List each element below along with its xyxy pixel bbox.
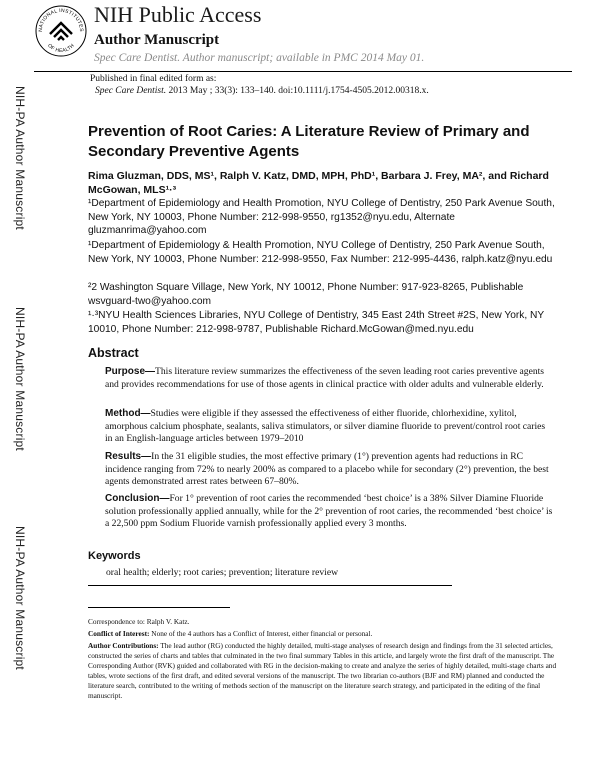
keywords-heading: Keywords (88, 550, 141, 562)
header-availability: Spec Care Dentist. Author manuscript; available in PMC 2014 May 01. (94, 52, 425, 64)
svg-text:OF HEALTH (46, 43, 76, 54)
footnote-text: The lead author (RG) conducted the highly detailed, multi-stage analyses of research design and findings from the 31 selected articles, constructed the series of charts and tables that culminated in the two final summary Tables in this article, and largely wrote the first draft of the manuscript. The Corresponding Author (RVK) guided and collaborated with RG in the decision-making to create and analyze the series of highly detailed, multi-stage charts and tables, wrote sections of the first draft, and edited several versions of the manuscript. The two librarian co-authors (BJF and RM) planned and conducted the literature search, contributed to the writing of methods section of the manuscript on the literature search strategy, and participated in the editing of the final manuscript. (88, 641, 557, 700)
section-text: In the 31 eligible studies, the most effective primary (1°) prevention agents had reductions in RC incidence ranging from 72% to nearly 200% as compared to a placebo while for secondary (2°) prevention, the best agents demonstrated arrest rates between 67–80%. (105, 451, 549, 488)
footnote-conflict (88, 629, 558, 639)
side-label-author-manuscript: NIH-PA Author Manuscript (13, 526, 27, 670)
footnote-divider (88, 607, 230, 608)
side-label-author-manuscript: NIH-PA Author Manuscript (13, 307, 27, 451)
abstract-conclusion (105, 493, 553, 531)
author-list: Rima Gluzman, DDS, MS¹, Ralph V. Katz, DMD, MPH, PhD¹, Barbara J. Frey, MA², and Richard McGowan, MLS¹·³ (88, 170, 549, 196)
journal-name: Spec Care Dentist. (95, 86, 167, 96)
logo-text-bottom: OF HEALTH (46, 42, 76, 55)
footnote-correspondence: Correspondence to: Ralph V. Katz. (88, 617, 190, 626)
abstract-purpose (105, 366, 553, 391)
section-text: This literature review summarizes the effectiveness of the seven leading root caries preventive agents and provides recommendations for use of those agents in clinical practice with older adults and vulnerable elderly. (105, 366, 545, 390)
footnote-text: None of the 4 authors has a Conflict of Interest, either financial or personal. (149, 629, 373, 638)
section-label: Method— (105, 408, 151, 419)
logo-text-top: NATIONAL INSTITUTES (37, 7, 85, 32)
section-label: Purpose— (105, 366, 156, 377)
footnote-label: Conflict of Interest: (88, 629, 150, 638)
section-text: Studies were eligible if they assessed the effectiveness of either fluoride, chlorhexidine, xylitol, amorphous calcium phosphate, sealants, saliva stimulators, or silver diamine fluoride to prevent/control root caries in an English-language articles between 1979–2010 (105, 408, 546, 445)
section-text: For 1° prevention of root caries the recommended ‘best choice’ is a 38% Silver Diamine Fluoride solution professionally applied annually, while for the 2° prevention of root caries, the recommended ‘best choice’ is a 22,500 ppm Sodium Fluoride varnish professionally applied every 3 months. (105, 493, 553, 530)
side-label-author-manuscript: NIH-PA Author Manuscript (13, 86, 27, 230)
abstract-results (105, 451, 553, 489)
publication-citation (95, 86, 429, 96)
nih-logo (34, 4, 88, 58)
keywords-divider (88, 585, 452, 586)
section-label: Conclusion— (105, 493, 170, 504)
keywords-list: oral health; elderly; root caries; prevention; literature review (106, 567, 339, 578)
header-divider (34, 71, 572, 72)
article-title: Prevention of Root Caries: A Literature Review of Primary and Secondary Preventive Agents (88, 123, 530, 160)
section-label: Results— (105, 451, 152, 462)
footnote-contributions (88, 641, 558, 701)
affiliation: ¹Department of Epidemiology and Health Promotion, NYU College of Dentistry, 250 Park Avenue South, New York, NY 10003, Phone Number: 212-998-9550, rg1352@nyu.edu, Alternate gluzmanrima@yahoo.com (88, 198, 555, 236)
publication-label: Published in final edited form as: (90, 74, 217, 84)
affiliation: ¹·³NYU Health Sciences Libraries, NYU College of Dentistry, 345 East 24th Street #2S, New York, NY 10010, Phone Number: 212-998-9787, Publishable Richard.McGowan@med.nyu.edu (88, 310, 544, 335)
abstract-heading: Abstract (88, 346, 139, 360)
eagle-icon (50, 23, 72, 40)
affiliation: ²2 Washington Square Village, New York, NY 10012, Phone Number: 917-923-8265, Publishable wsvguard-two@yahoo.com (88, 282, 524, 307)
header-subtitle: Author Manuscript (94, 32, 220, 48)
footnote-label: Author Contributions: (88, 641, 159, 650)
citation-details: 2013 May ; 33(3): 133–140. doi:10.1111/j.1754-4505.2012.00318.x. (166, 86, 429, 96)
header-title: NIH Public Access (94, 2, 262, 27)
abstract-method (105, 408, 553, 446)
affiliation: ¹Department of Epidemiology & Health Promotion, NYU College of Dentistry, 250 Park Avenue South, New York, NY 10003, Phone Number: 212-998-9550, Fax Number: 212-995-4436, ralph.katz@nyu.edu (88, 240, 553, 265)
